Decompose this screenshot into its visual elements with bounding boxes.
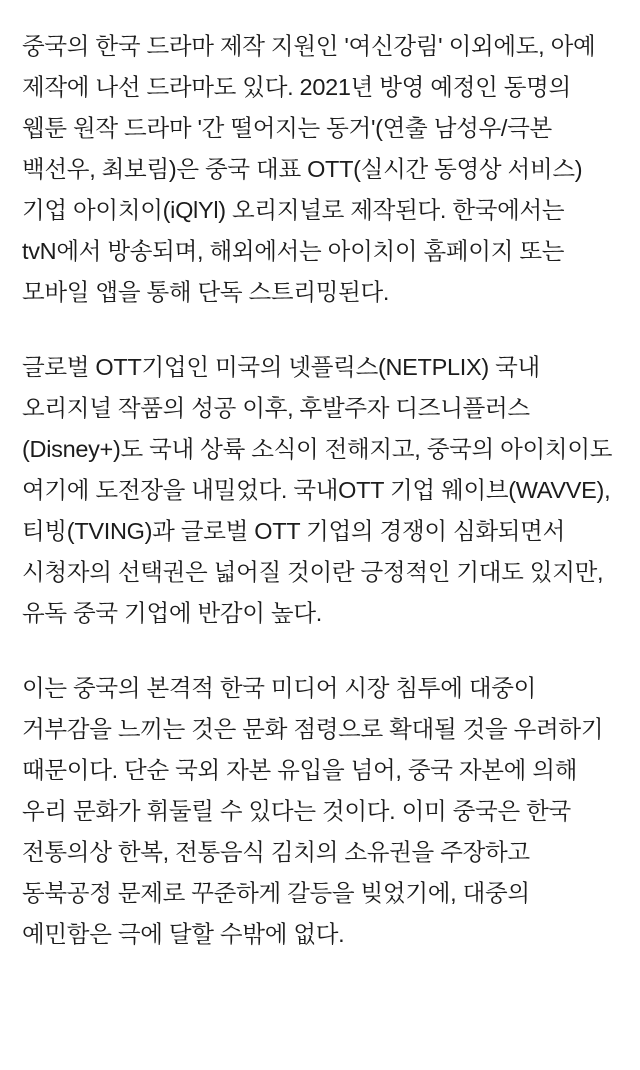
article-paragraph: 중국의 한국 드라마 제작 지원인 '여신강림' 이외에도, 아예 제작에 나선 드라마도 있다. 2021년 방영 예정인 동명의 웹툰 원작 드라마 '간 떨어지는 동거'(연출 남성우/극본 백선우, 최보림)은 중국 대표 OTT(실시간 동영상 서비스) 기업 아이치이(iQlYl) 오리지널로 제작된다. 한국에서는 tvN에서 방송되며, 해외에서는 아이치이 홈페이지 또는 모바일 앱을 통해 단독 스트리밍된다. (22, 33, 602, 305)
article-paragraph: 글로벌 OTT기업인 미국의 넷플릭스(NETPLIX) 국내 오리지널 작품의 성공 이후, 후발주자 디즈니플러스(Disney+)도 국내 상륙 소식이 전해지고, 중국의 아이치이도 여기에 도전장을 내밀었다. 국내OTT 기업 웨이브(WAVVE), 티빙(TVING)과 글로벌 OTT 기업의 경쟁이 심화되면서 시청자의 선택권은 넓어질 것이란 긍정적인 기대도 있지만, 유독 중국 기업에 반감이 높다. (22, 354, 619, 626)
article-paragraph: 이는 중국의 본격적 한국 미디어 시장 침투에 대중이 거부감을 느끼는 것은 문화 점령으로 확대될 것을 우려하기 때문이다. 단순 국외 자본 유입을 넘어, 중국 자본에 의해 우리 문화가 휘둘릴 수 있다는 것이다. 이미 중국은 한국 전통의상 한복, 전통음식 김치의 소유권을 주장하고 동북공정 문제로 꾸준하게 갈등을 빚었기에, 대중의 예민함은 극에 달할 수밖에 없다. (22, 675, 610, 947)
